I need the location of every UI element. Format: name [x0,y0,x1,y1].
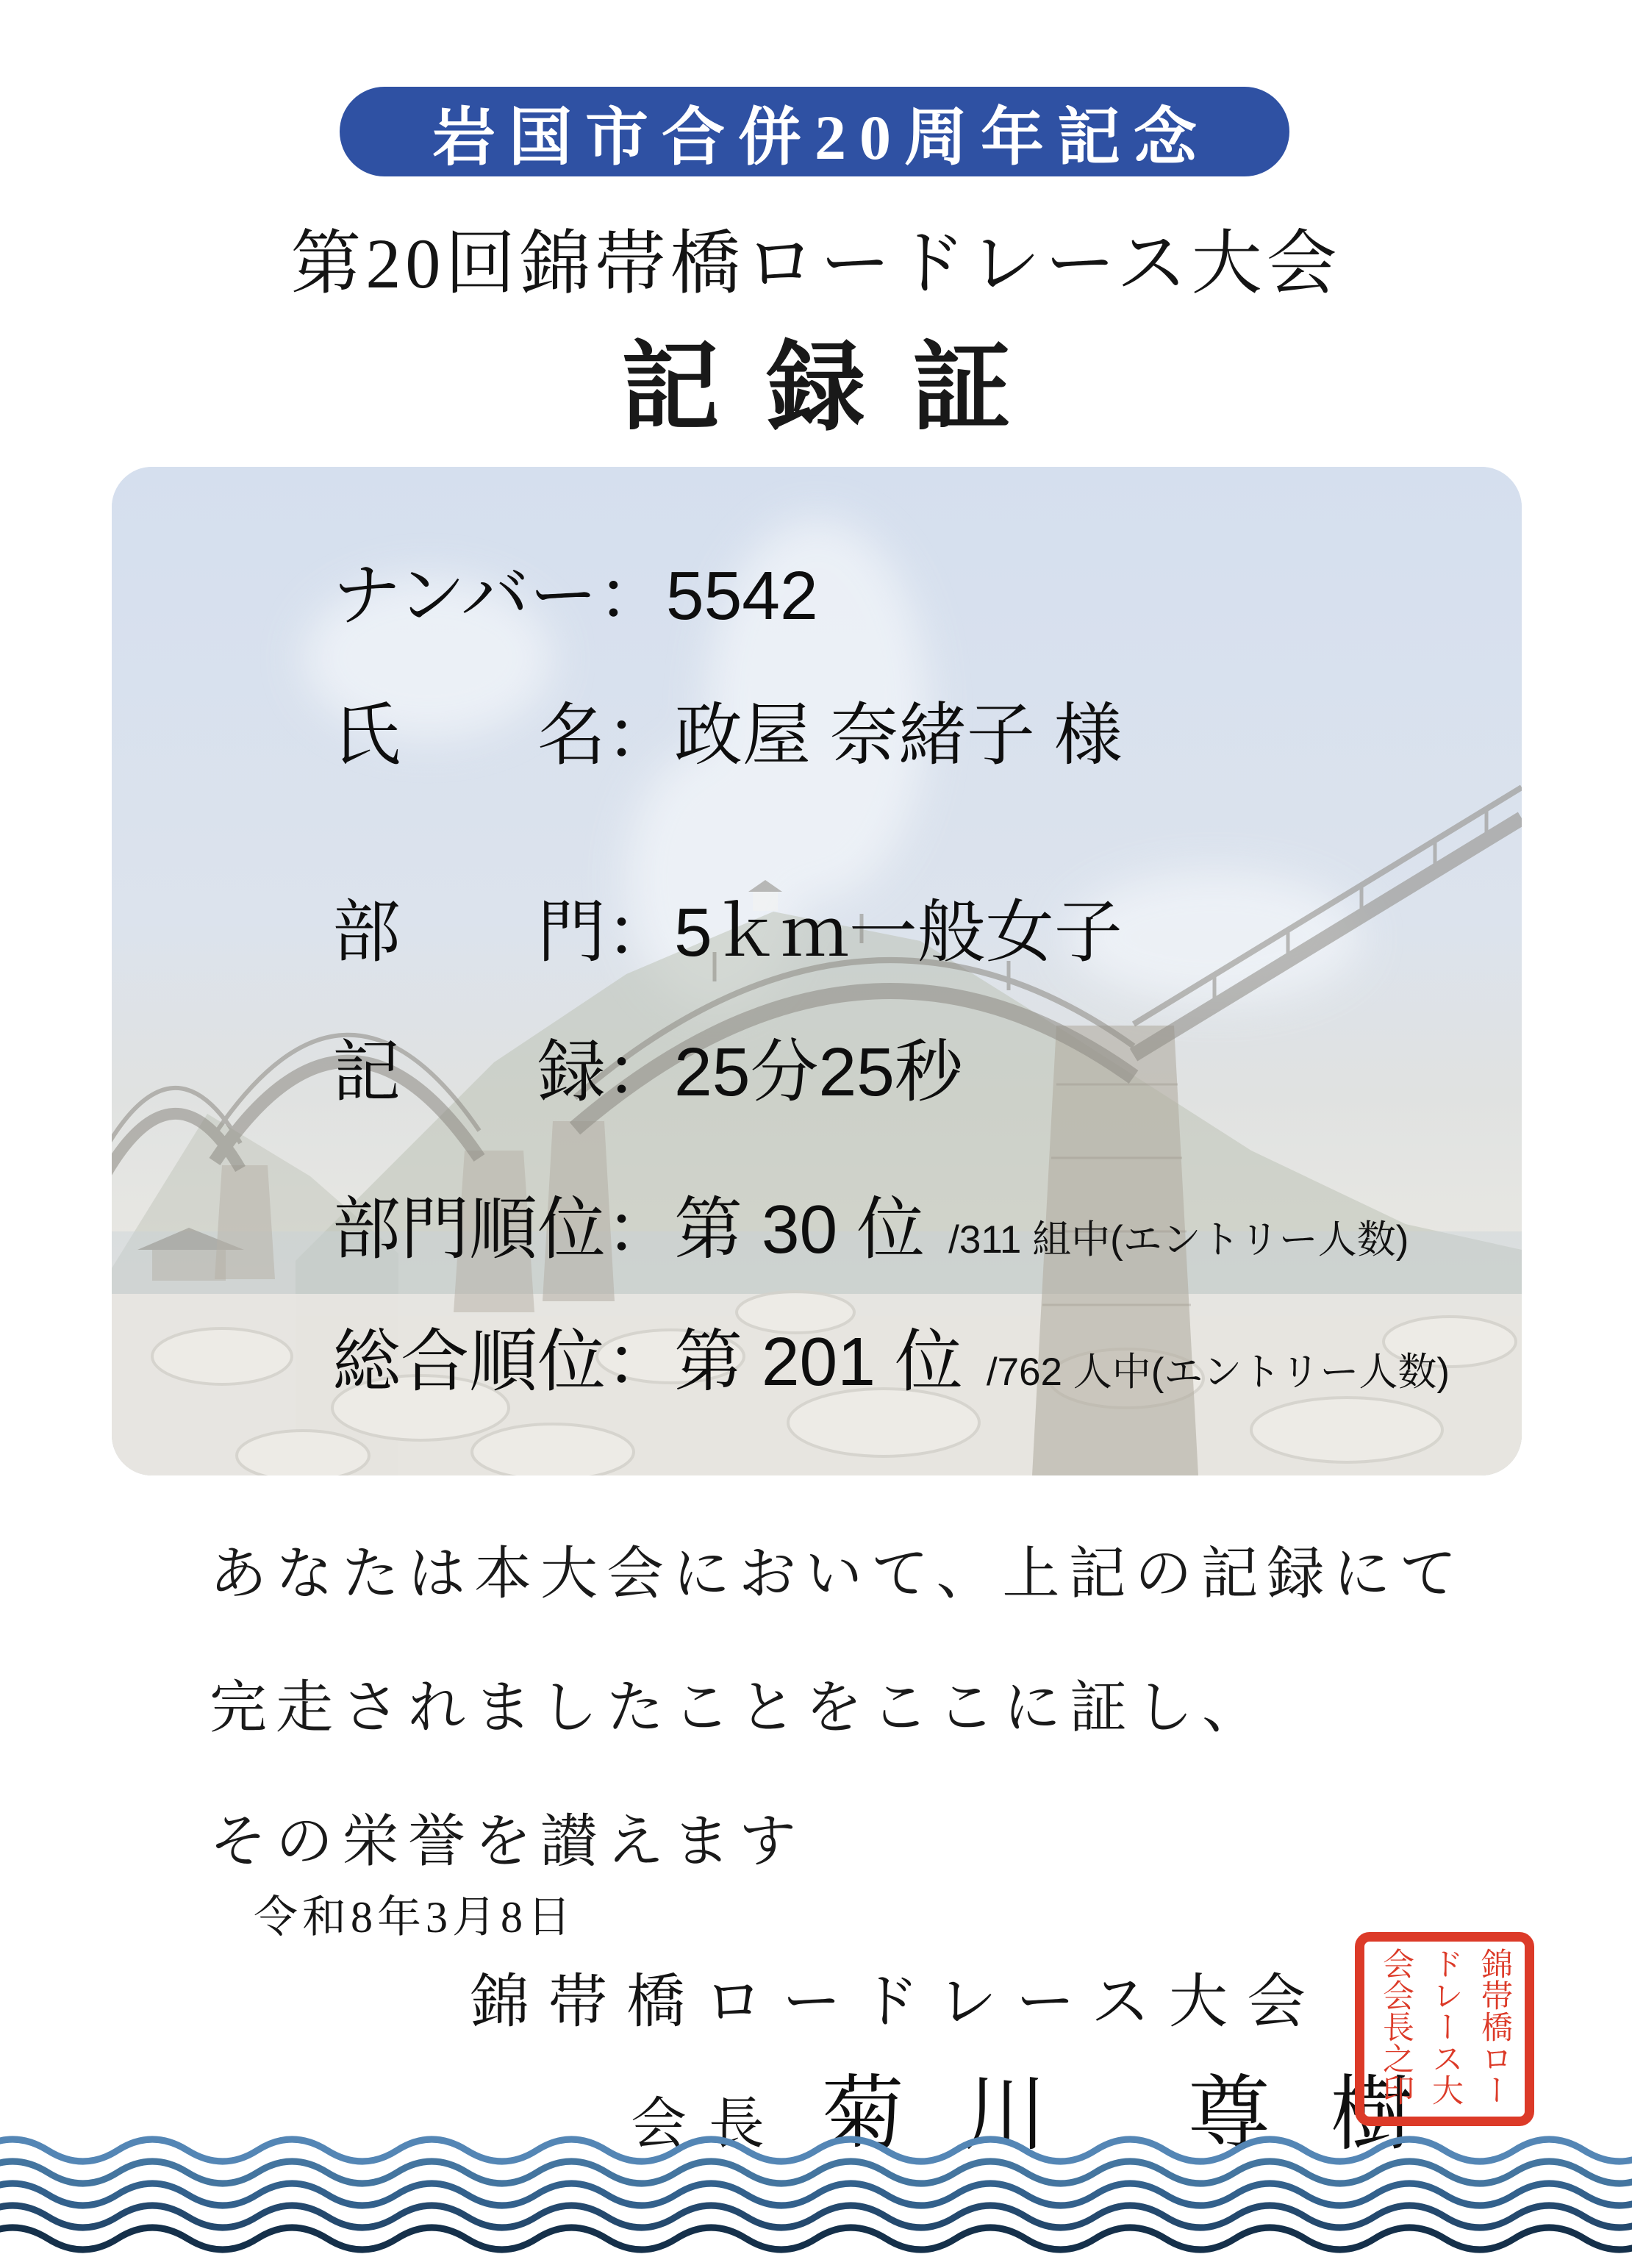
anniversary-badge-label: 岩国市合併20周年記念 [432,102,1210,173]
field-record [332,1017,963,1115]
colon: ： [606,1323,674,1400]
anniversary-badge [340,87,1289,176]
field-overall-rank-label: 総合順位 [332,1323,606,1400]
body-line-3: その栄誉を讃えます [210,1809,806,1873]
organization-name: 錦帯橋ロードレース大会 [470,1970,1325,2035]
record-card [112,467,1522,1475]
field-overall-rank-value: 第 201 位 [674,1323,963,1400]
field-division-rank [332,1174,1409,1273]
field-division [332,877,1123,976]
field-overall-rank-note: /762 人中(エントリー人数) [986,1351,1450,1394]
doc-title: 記録証 [620,334,1058,443]
chairman-role: 会長 [631,2094,787,2156]
field-division-rank-note: /311 組中(エントリー人数) [948,1218,1409,1262]
wave-pattern [0,2128,1632,2268]
body-line-2: 完走されましたことをここに証し、 [210,1675,1269,1739]
field-division-rank-value: 第 30 位 [674,1191,926,1267]
issue-date: 令和8年3月8日 [254,1893,576,1942]
body-line-1: あなたは本大会において、上記の記録にて [210,1542,1466,1606]
field-name-value: 政屋 奈緒子 様 [674,697,1123,773]
field-number [332,540,818,639]
colon: ： [606,697,674,773]
field-number-label: ナンバー [332,557,598,634]
field-number-value: 5542 [665,557,818,634]
chairman-name: 菊川 尊樹 [822,2070,1473,2161]
field-record-value: 25分25秒 [674,1034,963,1110]
field-overall-rank [332,1306,1450,1405]
chairman-seal [1355,1932,1534,2126]
field-name [332,680,1123,779]
event-title: 第20回錦帯橋ロードレース大会 [290,224,1342,303]
colon: ： [606,894,674,970]
field-division-value: 5ｋｍ一般女子 [674,894,1123,970]
field-record-label: 記 録 [332,1034,606,1110]
field-division-rank-label: 部門順位 [332,1191,606,1267]
colon: ： [606,1191,674,1267]
colon: ： [597,557,666,634]
chairman-seal-text: 錦帯橋ロードレース大会会長之印 [1378,1947,1511,2106]
colon: ： [606,1034,674,1110]
field-name-label: 氏 名 [332,697,606,773]
field-division-label: 部 門 [332,894,606,970]
